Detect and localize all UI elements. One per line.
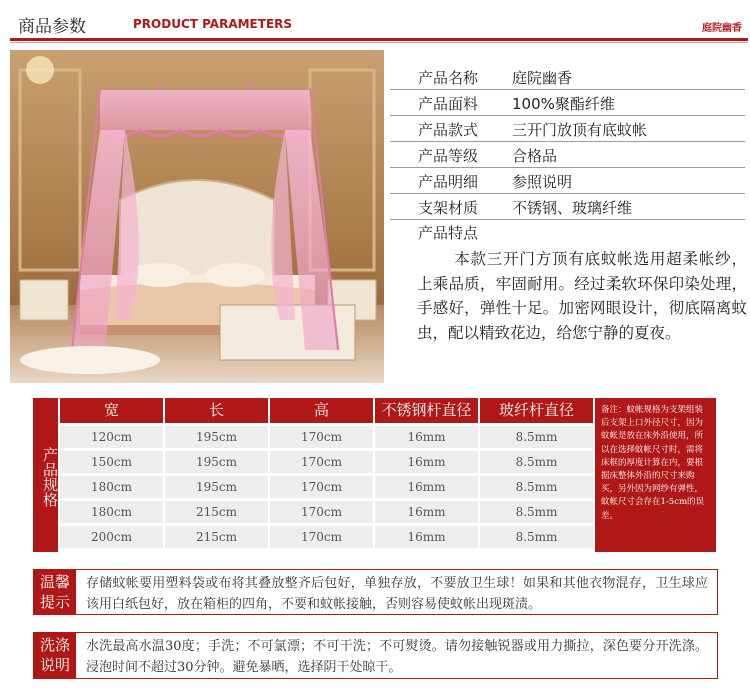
header-length: 长 [165, 398, 268, 423]
table-cell: 215cm [165, 526, 268, 548]
side-label-text: 产品规格 [41, 447, 59, 507]
table-cell: 16mm [375, 526, 478, 548]
header-width: 宽 [60, 398, 163, 423]
param-row [390, 90, 745, 116]
table-cell: 8.5mm [480, 451, 593, 473]
param-key: 产品等级 [418, 147, 479, 165]
tips-text: 存储蚊帐要用塑料袋或布将其叠放整齐后包好，单独存放，不要放卫生球！如果和其他衣物混存，卫生球应该用白纸包好，放在箱柜的四角，不要和蚊帐接触，否则容易使蚊帐出现斑渍。 [86, 576, 708, 612]
table-cell: 170cm [270, 501, 373, 523]
param-row [390, 168, 745, 194]
param-key: 产品明细 [418, 173, 479, 191]
table-cell: 8.5mm [480, 501, 593, 523]
table-cell: 170cm [270, 426, 373, 448]
wash-text: 水洗最高水温30度；手洗；不可氯漂；不可干洗；不可熨烫。请勿接触锐器或用力撕拉，深色要分开洗涤。浸泡时间不超过30分钟。避免暴晒，选择阴干处晾干。 [86, 639, 708, 675]
param-row [390, 116, 745, 142]
table-cell: 8.5mm [480, 526, 593, 548]
table-cell: 16mm [375, 426, 478, 448]
param-value: 庭院幽香 [512, 69, 573, 87]
table-cell: 16mm [375, 476, 478, 498]
size-table [33, 398, 716, 552]
parameter-list [390, 64, 747, 342]
table-cell: 195cm [165, 426, 268, 448]
table-cell: 16mm [375, 501, 478, 523]
brand-name: 庭院幽香 [702, 23, 742, 34]
section-title-en: PRODUCT PARAMETERS [133, 17, 293, 31]
table-cell: 195cm [165, 451, 268, 473]
size-table-side-label [33, 398, 58, 552]
page-header [0, 0, 750, 42]
header-divider-thin [10, 42, 748, 43]
features-text: 本款三开门方顶有底蚊帐选用超柔帐纱，上乘品质，牢固耐用。经过柔软环保印染处理，手感好，弹性十足。加密网眼设计，彻底隔离蚊虫，配以精致花边，给您宁静的夏夜。 [417, 250, 747, 342]
header-divider [10, 38, 748, 41]
table-cell: 215cm [165, 501, 268, 523]
table-cell: 200cm [60, 526, 163, 548]
features-label: 产品特点 [418, 224, 479, 242]
param-value: 参照说明 [512, 173, 573, 191]
tips-box [33, 569, 718, 615]
wash-label: 洗涤说明 [39, 636, 70, 674]
table-cell: 120cm [60, 426, 163, 448]
param-row [390, 142, 745, 168]
header-glass-fiber-diameter: 玻纤杆直径 [480, 398, 593, 423]
param-key: 支架材质 [418, 199, 479, 217]
param-key: 产品名称 [418, 69, 479, 87]
param-value: 三开门放顶有底蚊帐 [512, 121, 648, 139]
tips-label: 温馨提示 [39, 573, 70, 611]
table-cell: 180cm [60, 476, 163, 498]
table-cell: 170cm [270, 476, 373, 498]
section-title: 商品参数 [18, 17, 86, 37]
param-key: 产品面料 [418, 95, 479, 113]
table-cell: 195cm [165, 476, 268, 498]
wash-label-block [34, 633, 76, 678]
table-cell: 180cm [60, 501, 163, 523]
param-value: 100%聚酯纤维 [512, 95, 615, 113]
wash-box [33, 632, 718, 679]
table-cell: 16mm [375, 451, 478, 473]
param-row [390, 64, 745, 90]
param-row [390, 194, 745, 220]
table-cell: 170cm [270, 526, 373, 548]
param-value: 不锈钢、玻璃纤维 [512, 199, 633, 217]
header-steel-diameter: 不锈钢杆直径 [375, 398, 478, 423]
table-cell: 150cm [60, 451, 163, 473]
size-note: 备注：蚊帐规格为支架组装后支架上口外径尺寸，因为蚊帐是放在床外沿使用，所以在选择蚊帐尺寸时，需将床框的厚度计算在内，要根据床整体外沿的尺寸来购买，另外因为网纱有弹性，蚊帐尺寸会存在1-5cm的误差。 [595, 398, 716, 552]
product-photo [10, 50, 384, 383]
header-height: 高 [270, 398, 373, 423]
param-value: 合格品 [512, 147, 558, 165]
tips-label-block [34, 570, 76, 614]
table-cell: 8.5mm [480, 476, 593, 498]
table-cell: 8.5mm [480, 426, 593, 448]
table-cell: 170cm [270, 451, 373, 473]
param-key: 产品款式 [418, 121, 479, 139]
